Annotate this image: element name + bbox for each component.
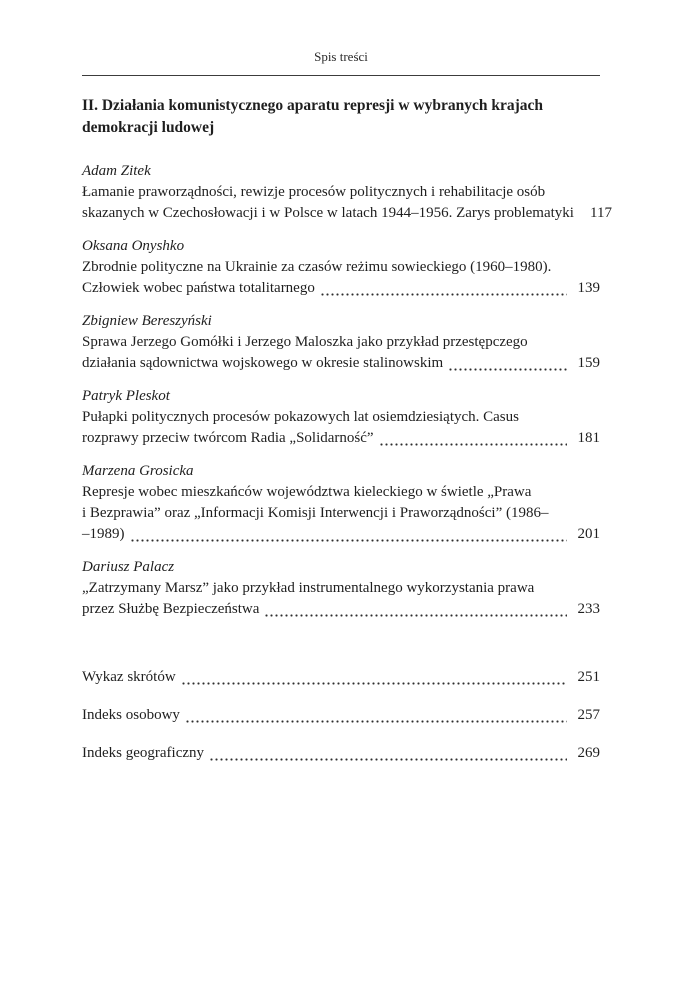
toc-entries [82, 161, 612, 620]
entry-title-line: skazanych w Czechosłowacji i w Polsce w latach 1944–1956. Zarys problematyki [82, 205, 574, 221]
entry-title-line: „Zatrzymany Marsz” jako przykład instrumentalnego wykorzystania prawa [82, 580, 535, 596]
entry-title-line: Zbrodnie polityczne na Ukrainie za czasów reżimu sowieckiego (1960–1980). [82, 259, 552, 275]
back-matter-row [82, 667, 600, 688]
toc-entry [82, 161, 612, 224]
back-matter [82, 667, 600, 764]
toc-entry [82, 386, 600, 449]
entry-author: Dariusz Palacz [82, 559, 175, 575]
toc-entry [82, 557, 600, 620]
entry-last-line [82, 599, 600, 620]
entry-page-number: 139 [577, 280, 600, 296]
entry-title-line: działania sądownictwa wojskowego w okresie stalinowskim [82, 355, 444, 371]
entry-author: Oksana Onyshko [82, 238, 185, 254]
entry-author: Adam Zitek [82, 163, 151, 179]
dot-leader [209, 749, 567, 764]
entry-page-number: 159 [577, 355, 600, 371]
back-matter-row [82, 705, 600, 726]
back-matter-page-number: 251 [577, 669, 600, 685]
entry-page-number: 233 [577, 601, 600, 617]
section-heading-line: II. Działania komunistycznego aparatu represji w wybranych krajach [82, 97, 543, 114]
dot-leader [181, 673, 567, 688]
dot-leader [448, 359, 567, 374]
entry-author: Patryk Pleskot [82, 388, 170, 404]
entry-title-line: Łamanie praworządności, rewizje procesów politycznych i rehabilitacje osób [82, 184, 546, 200]
entry-last-line [82, 524, 600, 545]
entry-title-line: rozprawy przeciw twórcom Radia „Solidarność” [82, 430, 374, 446]
toc-entry [82, 236, 600, 299]
section-heading [82, 95, 600, 138]
entry-title-line: Sprawa Jerzego Gomółki i Jerzego Maloszka jako przykład przestępczego [82, 334, 528, 350]
dot-leader [379, 434, 567, 449]
dot-leader [185, 711, 567, 726]
back-matter-page-number: 269 [577, 745, 600, 761]
back-matter-label: Wykaz skrótów [82, 669, 176, 685]
entry-page-number: 201 [577, 526, 600, 542]
back-matter-label: Indeks geograficzny [82, 745, 205, 761]
entry-page-number: 117 [590, 205, 612, 221]
header-rule [82, 75, 600, 76]
back-matter-page-number: 257 [577, 707, 600, 723]
entry-last-line [82, 203, 612, 224]
dot-leader [130, 530, 568, 545]
entry-title-line: –1989) [82, 526, 125, 542]
entry-title-line: Represje wobec mieszkańców województwa kieleckiego w świetle „Prawa [82, 484, 532, 500]
entry-author: Zbigniew Bereszyński [82, 313, 212, 329]
entry-title-line: Człowiek wobec państwa totalitarnego [82, 280, 315, 296]
back-matter-label: Indeks osobowy [82, 707, 180, 723]
entry-last-line [82, 428, 600, 449]
entry-page-number: 181 [577, 430, 600, 446]
section-heading-line: demokracji ludowej [82, 118, 215, 136]
running-head: Spis treści [314, 49, 368, 64]
dot-leader [320, 284, 567, 299]
entry-last-line [82, 278, 600, 299]
back-matter-row [82, 743, 600, 764]
toc-entry [82, 311, 600, 374]
entry-author: Marzena Grosicka [82, 463, 194, 479]
entry-title-line: i Bezprawia” oraz „Informacji Komisji Interwencji i Praworządności” (1986– [82, 505, 549, 521]
dot-leader [264, 605, 567, 620]
toc-entry [82, 461, 600, 545]
entry-title-line: Pułapki politycznych procesów pokazowych lat osiemdziesiątych. Casus [82, 409, 519, 425]
entry-title-line: przez Służbę Bezpieczeństwa [82, 601, 260, 617]
entry-last-line [82, 353, 600, 374]
